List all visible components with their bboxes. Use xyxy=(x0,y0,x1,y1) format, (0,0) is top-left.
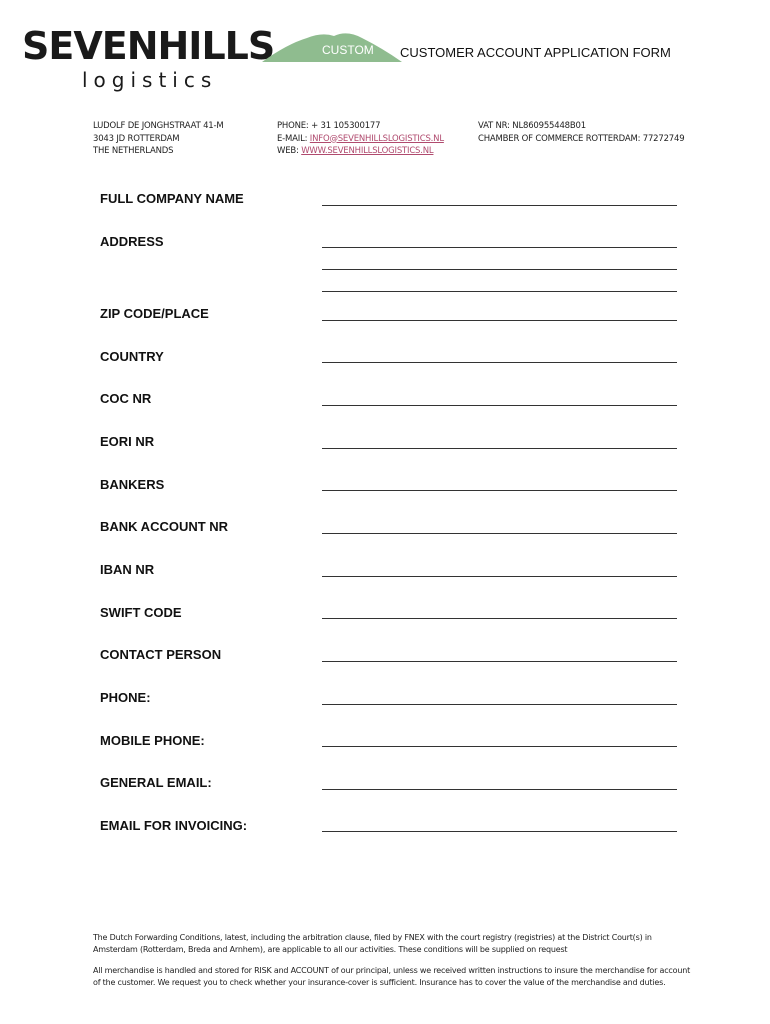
mobile-phone-line[interactable] xyxy=(322,746,677,747)
field-label-phone: PHONE: xyxy=(100,690,151,705)
iban-nr-line[interactable] xyxy=(322,576,677,577)
field-label-zip-place: ZIP CODE/PLACE xyxy=(100,306,209,321)
address-line-2[interactable] xyxy=(322,269,677,270)
field-label-country: COUNTRY xyxy=(100,349,164,364)
company-logo xyxy=(22,24,402,94)
field-label-bankers: BANKERS xyxy=(100,477,165,492)
field-label-general-email: GENERAL EMAIL: xyxy=(100,775,212,790)
coc-nr-line[interactable] xyxy=(322,405,677,406)
field-label-coc-nr: COC NR xyxy=(100,391,152,406)
contact-block xyxy=(277,120,444,158)
bank-account-nr-line[interactable] xyxy=(322,533,677,534)
phone-line[interactable] xyxy=(322,704,677,705)
eori-nr-line[interactable] xyxy=(322,448,677,449)
field-label-eori-nr: EORI NR xyxy=(100,434,155,449)
form-title: CUSTOMER ACCOUNT APPLICATION FORM xyxy=(400,45,671,60)
field-label-iban-nr: IBAN NR xyxy=(100,562,155,577)
address-block xyxy=(93,120,224,158)
address-line: THE NETHERLANDS xyxy=(93,146,174,156)
address-line-1[interactable] xyxy=(322,247,677,248)
address-line: 3043 JD ROTTERDAM xyxy=(93,133,180,144)
merchandise-text: All merchandise is handled and stored for RISK and ACCOUNT of our principal, unless we received written instructions to insure the merchandise for account of the customer. We request you to check whether your insurance-cover is sufficient. Insurance has to cover the value of the merchandise and duties. xyxy=(93,966,691,987)
web-link[interactable]: WWW.SEVENHILLSLOGISTICS.NL xyxy=(301,146,434,156)
logo-wordmark: SEVENHILLS xyxy=(22,24,275,68)
bankers-line[interactable] xyxy=(322,490,677,491)
email-row xyxy=(277,133,444,146)
web-row xyxy=(277,145,444,158)
field-label-email-invoicing: EMAIL FOR INVOICING: xyxy=(100,818,248,833)
email-label: E-MAIL: xyxy=(277,133,310,144)
field-label-mobile-phone: MOBILE PHONE: xyxy=(100,733,205,748)
company-name-line[interactable] xyxy=(322,205,677,206)
zip-place-line[interactable] xyxy=(322,320,677,321)
country-line[interactable] xyxy=(322,362,677,363)
field-label-address: ADDRESS xyxy=(100,234,164,249)
vat-number: VAT NR: NL860955448B01 xyxy=(478,121,586,131)
field-label-contact-person: CONTACT PERSON xyxy=(100,647,222,662)
web-label: WEB: xyxy=(277,146,302,156)
phone-text: PHONE: + 31 105300177 xyxy=(277,121,381,131)
contact-person-line[interactable] xyxy=(322,661,677,662)
coc-number: CHAMBER OF COMMERCE ROTTERDAM: 77272749 xyxy=(478,133,685,144)
conditions-text: The Dutch Forwarding Conditions, latest, including the arbitration clause, filed by FNEX with the court registry (registries) at the District Court(s) in Amsterdam (Rotterdam, Breda and Arnhem), are applicable to all our activities. These conditions will be supplied on request xyxy=(93,933,652,954)
address-line-3[interactable] xyxy=(322,291,677,292)
email-invoicing-line[interactable] xyxy=(322,831,677,832)
field-label-company-name: FULL COMPANY NAME xyxy=(100,191,244,206)
general-email-line[interactable] xyxy=(322,789,677,790)
email-link[interactable]: INFO@SEVENHILLSLOGISTICS.NL xyxy=(309,133,444,144)
field-label-swift-code: SWIFT CODE xyxy=(100,605,182,620)
address-line: LUDOLF DE JONGHSTRAAT 41-M xyxy=(93,121,224,131)
logo-subtitle: logistics xyxy=(82,68,218,92)
registration-block xyxy=(478,120,684,145)
swift-code-line[interactable] xyxy=(322,618,677,619)
field-label-bank-account-nr: BANK ACCOUNT NR xyxy=(100,519,229,534)
logo-overlay-text: CUSTOM xyxy=(322,43,374,57)
